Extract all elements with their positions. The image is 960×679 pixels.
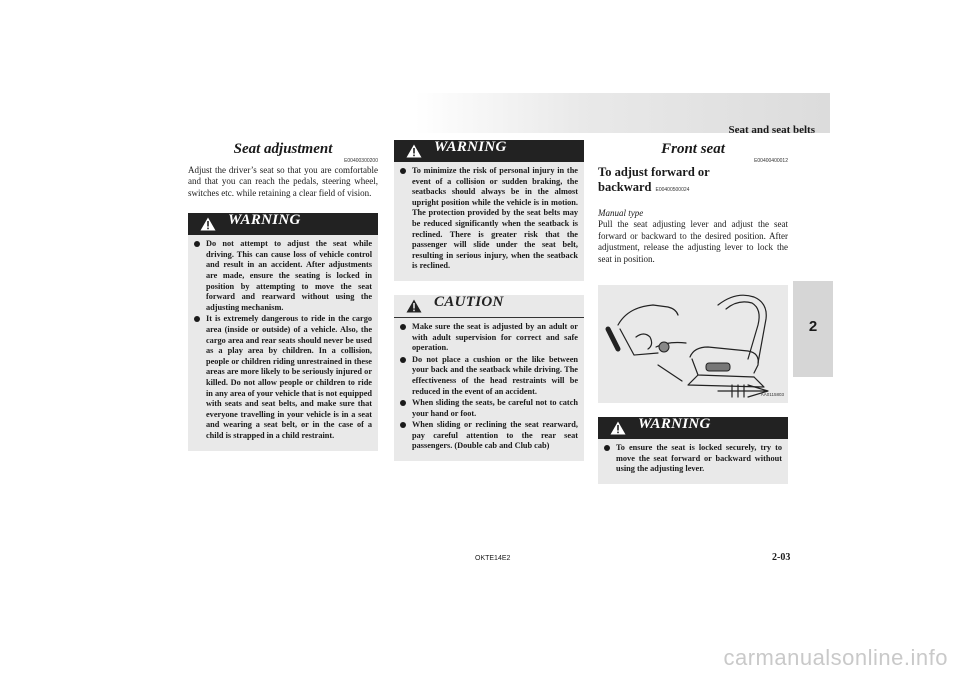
right-column <box>598 140 788 484</box>
chapter-number: 2 <box>808 318 818 335</box>
heading-code: E00400300200 <box>344 158 378 164</box>
warning-triangle-icon <box>200 217 216 231</box>
seat-drawing-icon <box>598 285 788 403</box>
caution-triangle-icon <box>406 299 422 313</box>
bullet-icon <box>604 445 610 451</box>
left-column <box>188 140 378 451</box>
warning-list <box>598 443 788 475</box>
warning-item: To minimize the risk of personal injury in the event of a collision or sudden braking, the seatbacks should always be in the almost upright position while the vehicle is in motion. The protection provided by the seat belts may be reduced significantly when the seatback is reclined. There is greater risk that the passenger will slide under the seat belt, resulting in serious injury, when the seatback is reclined. <box>400 166 578 272</box>
warning-label: WARNING <box>228 212 301 229</box>
caution-item: When sliding or reclining the seat rearward, pay careful attention to the rear seat passengers. (Double cab and Club cab) <box>400 420 578 452</box>
front-seat-heading: Front seat <box>661 141 725 157</box>
warning-list <box>188 239 378 441</box>
warning-label: WARNING <box>638 416 711 433</box>
warning-box <box>394 140 584 281</box>
warning-item: Do not attempt to adjust the seat while driving. This can cause loss of vehicle control and result in an accident. After adjustments are made, ensure the seating is locked in position by attempting to move the seat forward and rearward without using the adjusting mechanism. <box>194 239 372 313</box>
seat-illustration <box>598 285 788 403</box>
bullet-icon <box>194 241 200 247</box>
caution-header <box>394 295 584 318</box>
chapter-tab <box>793 281 833 377</box>
section-title: Seat and seat belts <box>728 124 815 136</box>
seat-adjustment-heading: Seat adjustment <box>233 141 333 157</box>
bullet-icon <box>400 400 406 406</box>
adjust-instructions: Pull the seat adjusting lever and adjust the seat forward or backward to the desired position. After adjustment, release the adjusting lever to lock the seat in position. <box>598 219 788 264</box>
warning-item: To ensure the seat is locked securely, try to move the seat forward or backward without using the adjusting lever. <box>604 443 782 475</box>
document-code: OKTE14E2 <box>475 555 511 562</box>
manual-type-label: Manual type <box>598 208 644 218</box>
warning-header <box>598 417 788 439</box>
page-number: 2-03 <box>772 552 791 563</box>
heading-code: E00400400012 <box>754 158 788 164</box>
bullet-icon <box>194 316 200 322</box>
warning-box <box>188 213 378 450</box>
bullet-icon <box>400 422 406 428</box>
bullet-icon <box>400 357 406 363</box>
caution-item: Do not place a cushion or the like between your back and the seatback while driving. The effectiveness of the head restraints will be reduced in the event of an accident. <box>400 355 578 397</box>
bullet-icon <box>400 168 406 174</box>
adjust-subheading: To adjust forward or backward E00400500024 <box>598 165 710 194</box>
warning-header <box>394 140 584 162</box>
caution-list <box>394 322 584 452</box>
bullet-icon <box>400 324 406 330</box>
watermark: carmanualsonline.info <box>723 645 948 670</box>
caution-box <box>394 295 584 461</box>
subheading-code: E00400500024 <box>655 187 690 193</box>
caution-label: CAUTION <box>434 293 504 310</box>
warning-header <box>188 213 378 235</box>
warning-triangle-icon <box>406 144 422 158</box>
caution-item: When sliding the seats, be careful not to catch your hand or foot. <box>400 398 578 419</box>
warning-box <box>598 417 788 484</box>
warning-item: It is extremely dangerous to ride in the cargo area (inside or outside) of a vehicle. Also, the cargo area and rear seats should never be used as a play area by children. In a collision, people or children riding unrestrained in these areas are more likely to be seriously injured or killed. Do not allow people or children to ride in any area of your vehicle that is not equipped with seats and seat belts, and make sure that everyone travelling in your vehicle is in a seat and wearing a seat belt, or in the case of a child is strapped in a child restraint. <box>194 314 372 441</box>
warning-list <box>394 166 584 272</box>
warning-label: WARNING <box>434 139 507 155</box>
middle-column <box>394 140 584 461</box>
caution-item: Make sure the seat is adjusted by an adult or with adult supervision for correct and safe operation. <box>400 322 578 354</box>
intro-text: Adjust the driver’s seat so that you are comfortable and that you can reach the pedals, steering wheel, switches etc. while retaining a clear field of vision. <box>188 165 378 198</box>
figure-code: AA0115803 <box>760 391 784 397</box>
warning-triangle-icon <box>610 421 626 435</box>
